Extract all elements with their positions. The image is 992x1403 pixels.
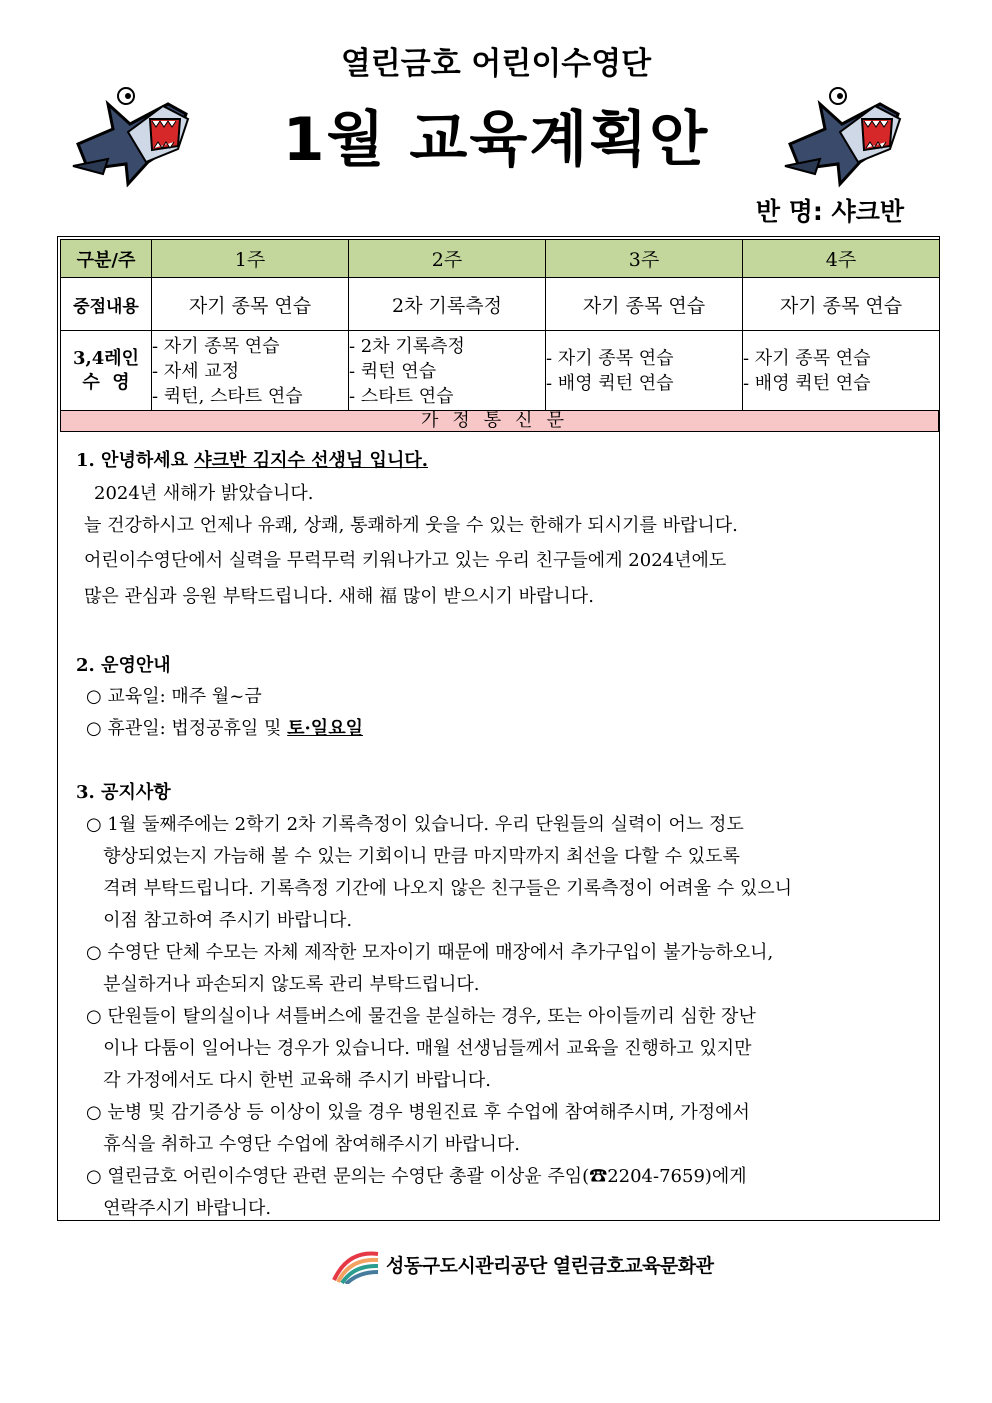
list-item: - 2차 기록측정 [349,335,465,357]
table-row [61,278,940,331]
table-header-cell: 1주 [152,240,349,278]
detail-label: 3,4레인 [72,348,140,369]
notice-line: 휴식을 취하고 수영단 수업에 참여해주시기 바랍니다. [86,1134,521,1155]
table-cell: 자기 종목 연습 [546,278,743,331]
notice-line: 향상되었는지 가늠해 볼 수 있는 기회이니 만큼 마지막까지 최선을 다할 수 있도록 [86,846,740,867]
notice-line: 이점 참고하여 주시기 바랍니다. [86,910,353,931]
table-header-cell: 구분/주 [61,240,152,278]
shark-mascot-icon [780,74,910,189]
paragraph-line: 어린이수영단에서 실력을 무럭무럭 키워나가고 있는 우리 친구들에게 2024년에도 [84,550,727,571]
footer-logo [330,1243,714,1285]
footer-org-name: 성동구도시관리공단 열린금호교육문화관 [386,1254,714,1277]
table-cell: 자기 종목 연습 [743,278,940,331]
table-header-cell: 4주 [743,240,940,278]
section-1-heading: 1. 안녕하세요 [76,450,195,471]
notice-line: ○ 1월 둘째주에는 2학기 2차 기록측정이 있습니다. 우리 단원들의 실력이 어느 정도 [86,814,744,835]
org-title: 열린금호 어린이수영단 [340,46,652,82]
notice-line: 각 가정에서도 다시 한번 교육해 주시기 바랍니다. [86,1070,491,1091]
list-item: - 퀵턴 연습 [349,360,437,382]
notice-title-bar: 가정통신문 [60,410,939,432]
section-3-title: 3. 공지사항 [76,782,171,803]
paragraph-line: 2024년 새해가 밝았습니다. [94,483,314,504]
table-header-cell: 2주 [349,240,546,278]
list-item: - 배영 퀵턴 연습 [743,373,871,394]
section-1-title [76,446,428,472]
list-item: - 자기 종목 연습 [743,348,871,369]
list-item: - 자기 종목 연습 [546,348,674,369]
notice-line: ○ 열린금호 어린이수영단 관련 문의는 수영단 총괄 이상윤 주임(☎2204-7659)에게 [86,1166,747,1187]
teacher-greeting: 샤크반 김지수 선생님 입니다. [194,450,428,471]
section-2-title: 2. 운영안내 [76,655,171,676]
class-name: 반 명: 샤크반 [755,197,904,226]
table-cell [546,331,743,412]
table-row [61,240,940,278]
list-item: - 퀵턴, 스타트 연습 [152,385,303,407]
table-cell [743,331,940,412]
table-cell [349,331,546,412]
detail-label: 수 영 [82,372,130,393]
table-cell: 중점내용 [61,278,152,331]
page-title: 1월 교육계획안 [282,105,710,175]
list-item: ○ 교육일: 매주 월~금 [86,686,262,707]
table-cell: 2차 기록측정 [349,278,546,331]
table-header-cell: 3주 [546,240,743,278]
table-cell [61,331,152,412]
notice-line: 연락주시기 바랍니다. [86,1198,272,1219]
closed-days-label: ○ 휴관일: 법정공휴일 및 [86,718,288,739]
list-item: - 자기 종목 연습 [152,335,280,357]
notice-line: 격려 부탁드립니다. 기록측정 기간에 나오지 않은 친구들은 기록측정이 어려울 수 있으니 [86,878,793,899]
list-item: - 배영 퀵턴 연습 [546,373,674,394]
list-item [86,714,363,740]
shark-mascot-icon [68,74,198,189]
table-cell [152,331,349,412]
closed-days-weekend: 토·일요일 [287,718,363,739]
table-row [61,331,940,412]
notice-line: ○ 눈병 및 감기증상 등 이상이 있을 경우 병원진료 후 수업에 참여해주시며, 가정에서 [86,1102,750,1123]
paragraph-line: 많은 관심과 응원 부탁드립니다. 새해 福 많이 받으시기 바랍니다. [84,586,594,607]
plan-table [60,239,940,412]
rainbow-logo-icon [330,1244,380,1284]
list-item: - 스타트 연습 [349,385,454,407]
notice-line: 이나 다툼이 일어나는 경우가 있습니다. 매월 선생님들께서 교육을 진행하고 있지만 [86,1038,752,1059]
notice-line: ○ 단원들이 탈의실이나 셔틀버스에 물건을 분실하는 경우, 또는 아이들끼리 심한 장난 [86,1006,756,1027]
notice-line: ○ 수영단 단체 수모는 자체 제작한 모자이기 때문에 매장에서 추가구입이 불가능하오니, [86,942,774,963]
list-item: - 자세 교정 [152,360,240,382]
paragraph-line: 늘 건강하시고 언제나 유쾌, 상쾌, 통쾌하게 웃을 수 있는 한해가 되시기를 바랍니다. [84,515,738,536]
notice-line: 분실하거나 파손되지 않도록 관리 부탁드립니다. [86,974,480,995]
table-cell: 자기 종목 연습 [152,278,349,331]
